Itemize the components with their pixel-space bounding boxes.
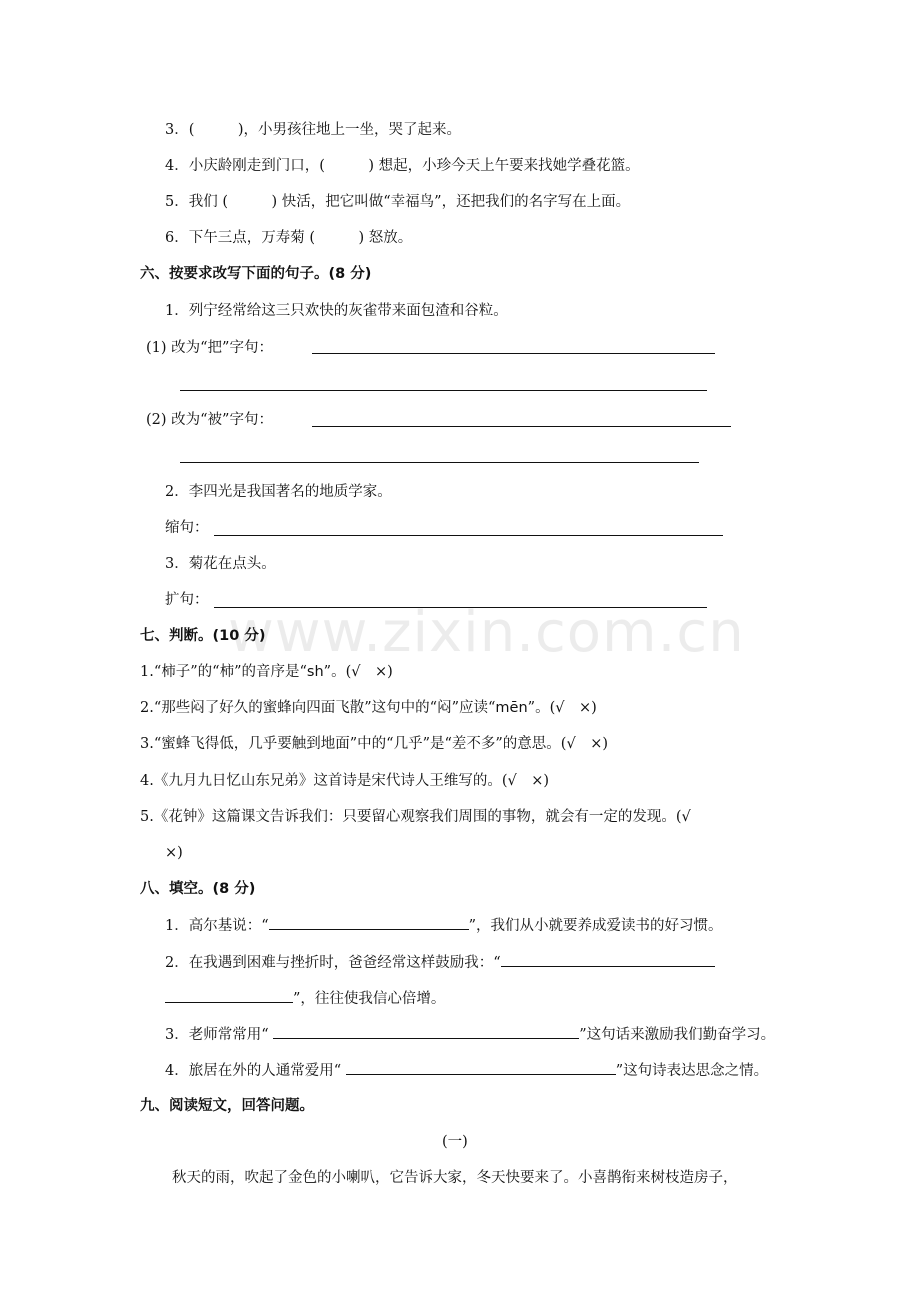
s7-q2-text-pre: 2.“那些闷了好久的蜜蜂向四面飞散”这句中的“闷”应读“ bbox=[140, 700, 496, 716]
section-9-title: 九、阅读短文，回答问题。 bbox=[140, 1098, 314, 1114]
s8-q3-blank[interactable] bbox=[273, 1024, 579, 1039]
s7-question-1 bbox=[140, 662, 393, 682]
reading-passage-number: (一) bbox=[442, 1134, 468, 1150]
s8-q1-blank[interactable] bbox=[269, 915, 469, 930]
s7-question-2 bbox=[140, 698, 597, 718]
section-6-title: 六、按要求改写下面的句子。(8 分) bbox=[140, 266, 372, 282]
s8-question-4 bbox=[165, 1060, 768, 1081]
s8-q2-text-post: ”，往往使我信心倍增。 bbox=[293, 991, 446, 1007]
s5-question-4: 4．小庆龄刚走到门口，( ) 想起，小珍今天上午要来找她学叠花篮。 bbox=[165, 158, 640, 174]
s6-question-3: 3．菊花在点头。 bbox=[165, 556, 276, 572]
s8-question-3 bbox=[165, 1024, 775, 1045]
s7-question-4: 4.《九月九日忆山东兄弟》这首诗是宋代诗人王维写的。(√ ×) bbox=[140, 773, 550, 789]
s6-q1b-answer-line-1[interactable] bbox=[312, 426, 731, 427]
s7-q1-text-pre: 1.“柿子”的“柿”的音序是“ bbox=[140, 664, 307, 680]
s6-q2-answer-line[interactable] bbox=[214, 535, 723, 536]
s8-q2-text-pre: 2．在我遇到困难与挫折时，爸爸经常这样鼓励我：“ bbox=[165, 955, 501, 971]
reading-paragraph: 秋天的雨，吹起了金色的小喇叭，它告诉大家，冬天快要来了。小喜鹊衔来树枝造房子， bbox=[172, 1170, 738, 1186]
s8-q1-text-post: ”，我们从小就要养成爱读书的好习惯。 bbox=[468, 918, 723, 934]
s6-q2-label: 缩句： bbox=[165, 520, 209, 536]
s8-q2-blank-2[interactable] bbox=[165, 988, 293, 1003]
s8-q4-text-pre: 4．旅居在外的人通常爱用“ bbox=[165, 1063, 342, 1079]
s6-q1b-answer-line-2[interactable] bbox=[180, 462, 699, 463]
s7-q2-latin: mēn bbox=[495, 700, 528, 716]
section-7-title: 七、判断。(10 分) bbox=[140, 628, 266, 644]
s6-q3-label: 扩句： bbox=[165, 592, 209, 608]
s7-question-5: 5.《花钟》这篇课文告诉我们：只要留心观察我们周围的事物，就会有一定的发现。(√ bbox=[140, 809, 691, 825]
s8-question-2-cont bbox=[165, 988, 445, 1009]
s7-q2-text-post: ”。(√ ×) bbox=[527, 700, 597, 716]
s8-q1-text-pre: 1．高尔基说：“ bbox=[165, 918, 269, 934]
watermark: www.zixin.com.cn bbox=[228, 600, 745, 665]
s6-question-2: 2．李四光是我国著名的地质学家。 bbox=[165, 484, 392, 500]
s7-q1-latin: sh bbox=[306, 664, 324, 680]
s8-q4-blank[interactable] bbox=[346, 1060, 616, 1075]
s6-q1a-answer-line-1[interactable] bbox=[312, 353, 715, 354]
s5-question-3: 3．( )，小男孩往地上一坐，哭了起来。 bbox=[165, 122, 462, 138]
s6-q1a-answer-line-2[interactable] bbox=[180, 390, 707, 391]
s5-question-5: 5．我们 ( ) 快活，把它叫做“幸福鸟”，还把我们的名字写在上面。 bbox=[165, 194, 631, 210]
section-8-title: 八、填空。(8 分) bbox=[140, 881, 256, 897]
s7-question-5-cont: ×) bbox=[165, 845, 183, 861]
s6-q1a-label: (1) 改为“把”字句： bbox=[146, 340, 273, 356]
s6-q3-answer-line[interactable] bbox=[214, 607, 707, 608]
s7-question-3: 3.“蜜蜂飞得低，几乎要触到地面”中的“几乎”是“差不多”的意思。(√ ×) bbox=[140, 736, 609, 752]
s7-q1-text-post: ”。(√ ×) bbox=[323, 664, 393, 680]
s8-question-2 bbox=[165, 952, 715, 973]
s8-q3-text-pre: 3．老师常常用“ bbox=[165, 1027, 269, 1043]
s6-q1b-label: (2) 改为“被”字句： bbox=[146, 412, 273, 428]
s8-q3-text-post: ”这句话来激励我们勤奋学习。 bbox=[579, 1027, 776, 1043]
s8-q2-blank-1[interactable] bbox=[501, 952, 715, 967]
s8-question-1 bbox=[165, 915, 723, 936]
s5-question-6: 6．下午三点，万寿菊 ( ) 怒放。 bbox=[165, 230, 413, 246]
s6-question-1: 1．列宁经常给这三只欢快的灰雀带来面包渣和谷粒。 bbox=[165, 303, 508, 319]
s8-q4-text-post: ”这句诗表达思念之情。 bbox=[615, 1063, 769, 1079]
